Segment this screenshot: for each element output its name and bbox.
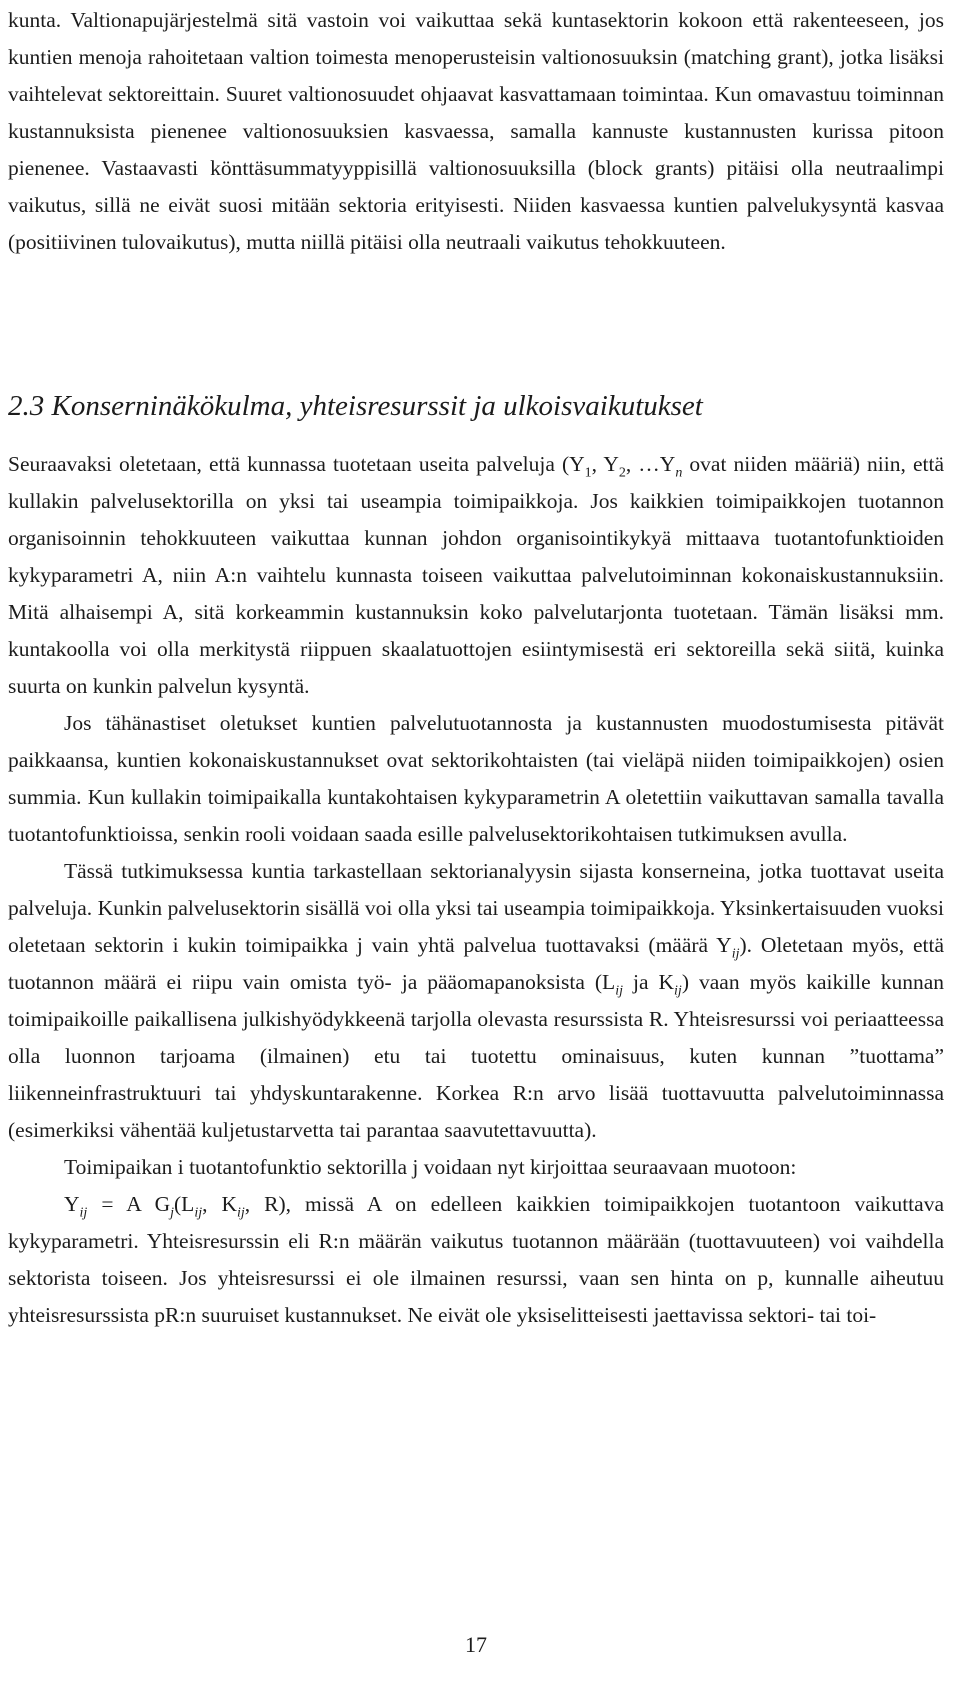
p3-text-c: ja K xyxy=(622,970,675,994)
p3-sub-ij-l: ij xyxy=(615,983,623,999)
p3-text-b: ). Oletetaan myös, että tuotannon määrä ei riipu vain omista työ- ja pääomapanoksista (L xyxy=(8,933,944,994)
p3-sub-ij-k: ij xyxy=(674,983,682,999)
p5-eq: = A G xyxy=(87,1192,171,1216)
p1-text-b: , Y xyxy=(591,452,619,476)
p5-sub-y: ij xyxy=(79,1205,88,1221)
p5-sub-g: j xyxy=(170,1205,175,1221)
page-number: 17 xyxy=(465,1632,487,1657)
p1-text-d: ovat niiden määriä) niin, että kullakin palvelusektorilla on yksi tai useampia toimipaikkoja. Jos kaikkien toimipaikkojen tuotannon organisoinnin tehokkuuteen vaikuttaa kunnan johdon organisointikykyä mittaava tuotantofunktioiden kykyparametri A, niin A:n vaihtelu kunnasta toiseen vaikuttaa palvelutoiminnan kokonaiskustannuksiin. Mitä alhaisempi A, sitä korkeammin kustannuksin koko palvelutarjonta tuotetaan. Tämän lisäksi mm. kuntakoolla voi olla merkitystä riippuen skaalatuottojen esiintymisestä eri sektoreilla sekä siitä, kuinka suurta on kunkin palvelun kysyntä. xyxy=(8,452,944,698)
intro-paragraph: kunta. Valtionapujärjestelmä sitä vastoin voi vaikuttaa sekä kuntasektorin kokoon että rakenteeseen, jos kuntien menoja rahoitetaan valtion toimesta menoperusteisin valtionosuuksin (matching grant), jotka lisäksi vaihtelevat sektoreittain. Suuret valtionosuudet ohjaavat kasvattamaan toimintaa. Kun omavastuu toiminnan kustannuksista pienenee valtionosuuksien kasvaessa, samalla kannuste kustannusten kurissa pitoon pienenee. Vastaavasti könttäsummatyyppisillä valtionosuuksilla (block grants) pitäisi olla neutraalimpi vaikutus, sillä ne eivät suosi mitään sektoria erityisesti. Niiden kasvaessa kuntien palvelukysyntä kasvaa (positiivinen tulovaikutus), mutta niillä pitäisi olla neutraali vaikutus tehokkuuteen. xyxy=(8,8,944,254)
p5-rest: , R), missä A on edelleen kaikkien toimipaikkojen tuotantoon vaikuttava kykyparametri. Yhteisresurssin eli R:n määrän vaikutus tuotannon määrään (tuottavuuteen) voi vaihdella sektorista toiseen. Jos yhteisresurssi ei ole ilmainen resurssi, vaan sen hinta on p, kunnalle aiheutuu yhteisresurssista pR:n suuruiset kustannukset. Ne eivät ole yksiselitteisesti jaettavissa sektori- tai toi- xyxy=(8,1192,944,1327)
p1-text-c: , …Y xyxy=(625,452,676,476)
paragraph-production-function-intro: Toimipaikan i tuotantofunktio sektorilla j voidaan nyt kirjoittaa seuraavaan muotoon: xyxy=(64,1155,797,1179)
p3-text-d: ) vaan myös kaikille kunnan toimipaikoille paikallisena julkishyödykkeenä tarjolla olevasta resurssista R. Yhteisresurssi voi periaatteessa olla luonnon tarjoama (ilmainen) etu tai tuotettu ominaisuus, kuten kunnan ”tuottama” liikenneinfrastruktuuri tai yhdyskuntarakenne. Korkea R:n arvo lisää tuottavuutta palvelutoiminnassa (esimerkiksi vähentää kuljetustarvetta tai parantaa saavutettavuutta). xyxy=(8,970,945,1142)
p1-sub-1: 1 xyxy=(584,465,592,481)
paragraph-conglomerate xyxy=(8,853,944,1149)
paragraph-costs: Jos tähänastiset oletukset kuntien palvelutuotannosta ja kustannusten muodostumisesta pitävät paikkaansa, kuntien kokonaiskustannukset ovat sektorikohtaisten (tai vieläpä niiden toimipaikkojen) osien summia. Kun kullakin toimipaikalla kuntakohtaisen kykyparametrin A oletettiin vaikuttavan samalla tavalla tuotantofunktioissa, senkin rooli voidaan saada esille palvelusektorikohtaisen tutkimuksen avulla. xyxy=(8,711,944,846)
p5-y: Y xyxy=(64,1192,80,1216)
p1-sub-2: 2 xyxy=(618,465,626,481)
p5-sub-k: ij xyxy=(237,1205,245,1221)
p1-sub-n: n xyxy=(675,465,683,481)
p3-text-a: Tässä tutkimuksessa kuntia tarkastellaan sektorianalyysin sijasta konserneina, jotka tuottavat useita palveluja. Kunkin palvelusektorin sisällä voi olla yksi tai useampia toimipaikkoja. Yksinkertaisuuden vuoksi oletetaan sektorin i kukin toimipaikka j vain yhtä palvelua tuottavaksi (määrä Y xyxy=(8,859,944,957)
p3-sub-ij-y: ij xyxy=(731,946,740,962)
paragraph-production-function xyxy=(8,1186,944,1334)
section-heading: 2.3 Konserninäkökulma, yhteisresurssit ja ulkoisvaikutukset xyxy=(8,390,703,422)
p5-sub-l: ij xyxy=(194,1205,203,1221)
document-page xyxy=(8,0,944,1682)
paragraph-products xyxy=(8,446,944,705)
p5-paren-l: (L xyxy=(174,1192,195,1216)
body-text xyxy=(8,446,944,1334)
p5-comma-k: , K xyxy=(202,1192,237,1216)
p1-text-a: Seuraavaksi oletetaan, että kunnassa tuotetaan useita palveluja (Y xyxy=(8,452,585,476)
